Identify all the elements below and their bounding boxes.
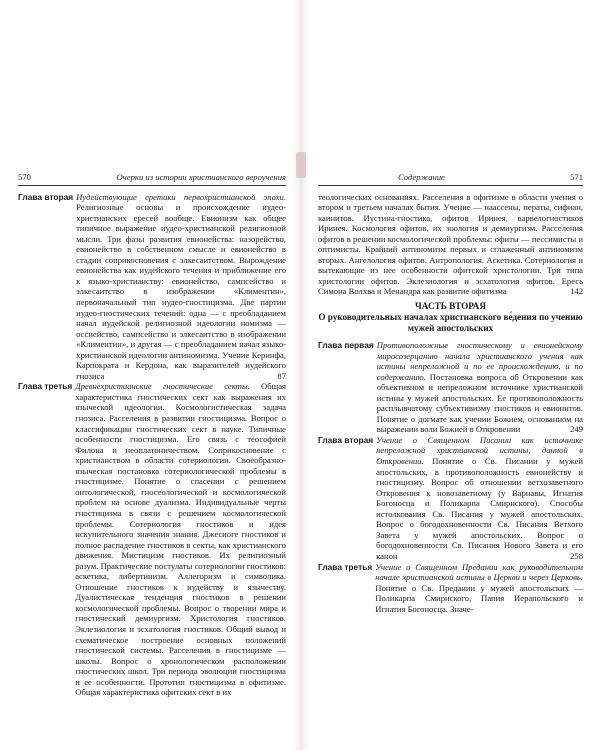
chapter-summary: Постановка вопроса об Откровении как объективном и непреложном источнике христианской истины у мужей апостольских. Ее противоположность расплывчатому субъективизму гностиков и евионитов. Понятие о догмате как учении Божием, основанном на выражении воли Божией в Откровении <box>376 371 583 435</box>
chapter-summary: Понятие о Св. Писании у мужей апостольских, в противоположность евионейству и гностицизму. Вопрос об отношении ветхозаветного Откровения к новозаветному (у Варнавы, Игнатия Богоносца и Поликарпа Смирнского). Способы истолкования Св. Писания у мужей апостольских. Вопрос о богодохновенности Св. Писания Ветхого Завета у мужей апостольских. Вопрос о богодохновенности Св. Писания Нового Завета и его канон <box>376 456 583 561</box>
right-page <box>318 172 583 614</box>
chapter-title: Учение о Священном Писании как источнике непреложной христианской истины, данной в Откровении. <box>376 434 583 467</box>
chapter-label: Глава вторая <box>18 191 74 202</box>
continuation-page-number: 142 <box>567 286 583 296</box>
chapter-label: Глава вторая <box>318 434 374 445</box>
toc-entry[interactable] <box>318 340 583 435</box>
right-running-title: Содержание <box>398 172 445 182</box>
chapter-summary: Понятие о Св. Предании у мужей апостольских — Поликарпа Смирнского, Папия Иерапольского и Игнатия Богоносца. Значе- <box>375 582 583 614</box>
chapter-title: Иудействующие еретики первохристианской эпохи. <box>76 191 286 202</box>
chapter-title: Противоположные гностическому и евионейскому миросозерцанию начала христианского учения как истины непреложной и по ее происхождению, и по содержанию. <box>376 340 583 382</box>
chapter-label: Глава первая <box>318 340 374 351</box>
part-subtitle: О руководительных началах христианского ве́дения по учению мужей апостольских <box>318 312 583 334</box>
toc-entry[interactable] <box>318 562 583 615</box>
chapter-page-number: 249 <box>567 424 583 434</box>
book-gutter <box>292 0 310 750</box>
chapter-label: Глава третья <box>318 561 373 572</box>
chapter-label: Глава третья <box>18 381 73 392</box>
left-running-title: Очерки из истории христианского вероучения <box>116 172 286 182</box>
left-page-header <box>18 172 286 186</box>
right-page-header <box>318 172 583 186</box>
chapter-summary: Общая характеристика гностических сект как выражения их языческой идеологии. Космологистическая задача гнозиса. Расселения в развитии гностицизма. Вопрос о классификации гностических сект в науке. Типичные особенности гностицизма. Его связь с теософией Филона и неоплатоничеством. Соприкосновение с христианством в области сотериологии. Своеобразно-языческая постановка сотериологической проблемы в гностицизме. Понятие о спасении с решением онтологической, гносеологической и космологической проблем на основе дуализма. Индивидуальные черты гностицизма в связи с решением космологической проблемы. Сотериология гностиков и идея искупительного значения знания. Джесиоге гностиков и полное распадение гностиков в секты, как христианского движения. Мистицизм гностиков. Их религиозный разум. Практические постулаты сотериологии гностиков: аскетика, либертинизм. Аллегоризм и символика. Отношение гностиков к иудейству и язычеству. Дуалистическая тенденция гностиков в решении космологической проблемы. Вопрос о творении мира и гностический демиургизм. Христология гностиков. Эклезиология и эсхатология гностиков. Общий вывод и схематическое построение основных положений гностической системы. Расселения в гностицизме — школы. Вопрос о хронологическом расположении гностических школ. Три периода эволюции гностицизма и ее особенности. Прототип гностицизма в офитизме. Общая характеристика офитских сект в их <box>75 381 287 698</box>
chapter-page-number: 87 <box>274 371 286 381</box>
toc-entry[interactable] <box>318 435 583 562</box>
toc-entry[interactable] <box>18 192 286 382</box>
chapter-summary: Религиозные основы и происхождение иудео-христианских ересей вообще. Евионизм как общее типичное выражение иудео-христианской религиозной мысли. Три фазы развития евионейства: назорейство, евионейство в собственном смысле и евионейство в стадии соприкосновения с элкесаитством. Вырождение евионейства как иудейского течения и приближение его к языко-христианству: евионейство, сампсейство и элкесаитство в изображении «Климентин», первоначальный тип иудео-гностицизма. Две партии иудео-гностических течений: одна — с преобладанием начал иудейской религиозной идеологии номизма — осснейство, сампсейство и элкесаитство в изображении «Климентин», и другая — с преобладанием начал языко-христианской идеологии антиномизма. Учение Керинфа, Карпократа и Кердона, как выразителей иудейского гнозиса <box>76 202 286 381</box>
chapter-title: Древнехристианские гностические секты. <box>75 381 250 392</box>
chapter-title: Учение о Священном Предании как руководительном начале христианской истины в Церкви и через Церковь. <box>375 561 583 583</box>
left-page <box>18 172 286 698</box>
continuation-text: теологических основаниях. Расселения в офитизме в области учения о втором и третьем началах бытия. Учение — наассены, ператы, сифиан, каинитов. Иустина-гностика, офитов Иринея, варвелогностиков Иринея. Космология офитов, их зоология и демиургизм. Расселения офитов в решении космологической проблемы: офиты — пессимисты и оптимисты. Крайний антиномизм первых и сглаженный антиномизм вторых. Ангелология офитов. Антропология. Аскетика. Сотериология и вытекающие из нее особенности офитской христологии. Три типа христологии офитов. Эклезиология и эсхатология офитов. Ересь Симона Волхва и Менандра как развитие офитизма <box>318 191 583 297</box>
bookmark-ribbon <box>296 152 306 178</box>
left-page-number: 570 <box>18 172 31 182</box>
chapter-page-number: 258 <box>567 551 583 561</box>
toc-continuation[interactable] <box>318 192 583 297</box>
part-title: ЧАСТЬ ВТОРАЯ <box>415 301 486 312</box>
right-page-number: 571 <box>570 172 583 182</box>
toc-entry[interactable] <box>18 381 286 697</box>
